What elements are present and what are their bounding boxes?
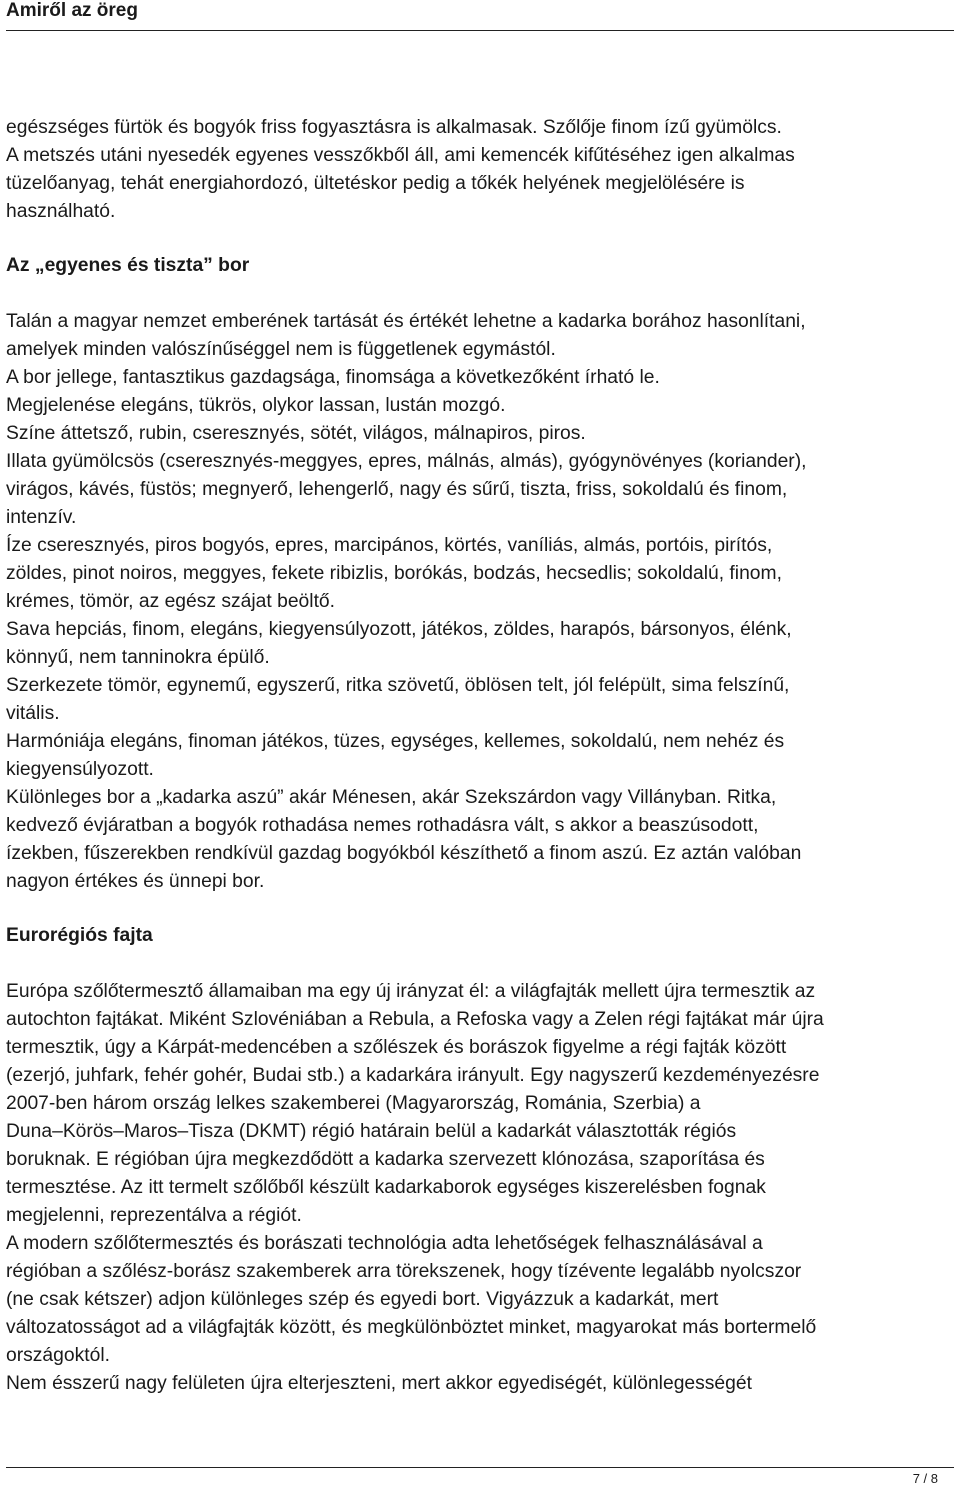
header-divider (6, 30, 954, 31)
page-number: 7 / 8 (912, 1471, 938, 1486)
spacer (6, 896, 956, 922)
spacer (6, 280, 956, 308)
section-heading-egyenes: Az „egyenes és tiszta” bor (6, 255, 250, 276)
spacer (6, 950, 956, 978)
section-body-euroregios: Európa szőlőtermesztő államaiban ma egy új irányzat él: a világfajták mellett újra termesztik az autochton fajtákat. Miként Szlovéniában a Rebula, a Refoska vagy a Zelen régi fajtákat már újra termesztik, úgy a Kárpát-medencében a szőlészek és borászok figyelme a régi fajták között (ezerjó, juhfark, fehér gohér, Budai stb.) a kadarkára irányult. Egy nagyszerű kezdeményezésre 2007-ben három ország lelkes szakemberei (Magyarország, Románia, Szerbia) a Duna–Körös–Maros–Tisza (DKMT) régió határain belül a kadarkát választották régiós boruknak. E régióban újra megkezdődött a kadarka szervezett klónozása, szaporítása és termesztése. Az itt termelt szőlőből készült kadarkaborok egységes kiszerelésben fognak megjelenni, reprezentálva a régiót. A modern szőlőtermesztés és borászati technológia adta lehetőségek felhasználásával a régióban a szőlész-borász szakemberek arra törekszenek, hogy tízévente legalább nyolcszor (ne csak kétszer) adjon különleges szép és egyedi bort. Vigyázzuk a kadarkát, mert változatosságot ad a világfajták között, és megkülönböztet minket, magyarokat más bortermelő országoktól. Nem ésszerű nagy felületen újra elterjeszteni, mert akkor egyediségét, különlegességét (6, 981, 824, 1394)
spacer (6, 226, 956, 252)
footer-divider (6, 1467, 954, 1468)
section-body-egyenes: Talán a magyar nemzet emberének tartását és értékét lehetne a kadarka borához hasonlítani, amelyek minden valószínűséggel nem is függetlenek egymástól. A bor jellege, fantasztikus gazdagsága, finomsága a következőként írható le. Megjelenése elegáns, tükrös, olykor lassan, lustán mozgó. Színe áttetsző, rubin, cseresznyés, sötét, világos, málnapiros, piros. Illata gyümölcsös (cseresznyés-meggyes, epres, málnás, almás), gyógynövényes (koriander), virágos, kávés, füstös; megnyerő, lehengerlő, nagy és sűrű, tiszta, friss, sokoldalú és finom, intenzív. Íze cseresznyés, piros bogyós, epres, marcipános, körtés, vaníliás, almás, portóis, pirítós, zöldes, pinot noiros, meggyes, fekete ribizlis, borókás, bodzás, hecsedlis; sokoldalú, finom, krémes, tömör, az egész szájat beöltő. Sava hepciás, finom, elegáns, kiegyensúlyozott, játékos, zöldes, harapós, bársonyos, élénk, könnyű, nem tanninokra épülő. Szerkezete tömör, egynemű, egyszerű, ritka szövetű, öblösen telt, jól felépült, sima felszínű, vitális. Harmóniája elegáns, finoman játékos, tüzes, egységes, kellemes, sokoldalú, nem nehéz és kiegyensúlyozott. Különleges bor a „kadarka aszú” akár Ménesen, akár Szekszárdon vagy Villányban. Ritka, kedvező évjáratban a bogyók rothadása nemes rothadásra vált, s akkor a beaszúsodott, ízekben, fűszerekben rendkívül gazdag bogyókból készíthető a finom aszú. Ez aztán valóban nagyon értékes és ünnepi bor. (6, 311, 807, 892)
document-title: Amiről az öreg (6, 0, 138, 21)
section-heading-euroregios: Eurorégiós fajta (6, 925, 153, 946)
document-body (6, 114, 956, 1398)
intro-paragraph: egészséges fürtök és bogyók friss fogyasztásra is alkalmasak. Szőlője finom ízű gyümölcs. A metszés utáni nyesedék egyenes vesszőkből áll, ami kemencék kifűtéséhez igen alkalmas tüzelőanyag, tehát energiahordozó, ültetéskor pedig a tőkék helyének megjelölésére is használható. (6, 117, 795, 222)
